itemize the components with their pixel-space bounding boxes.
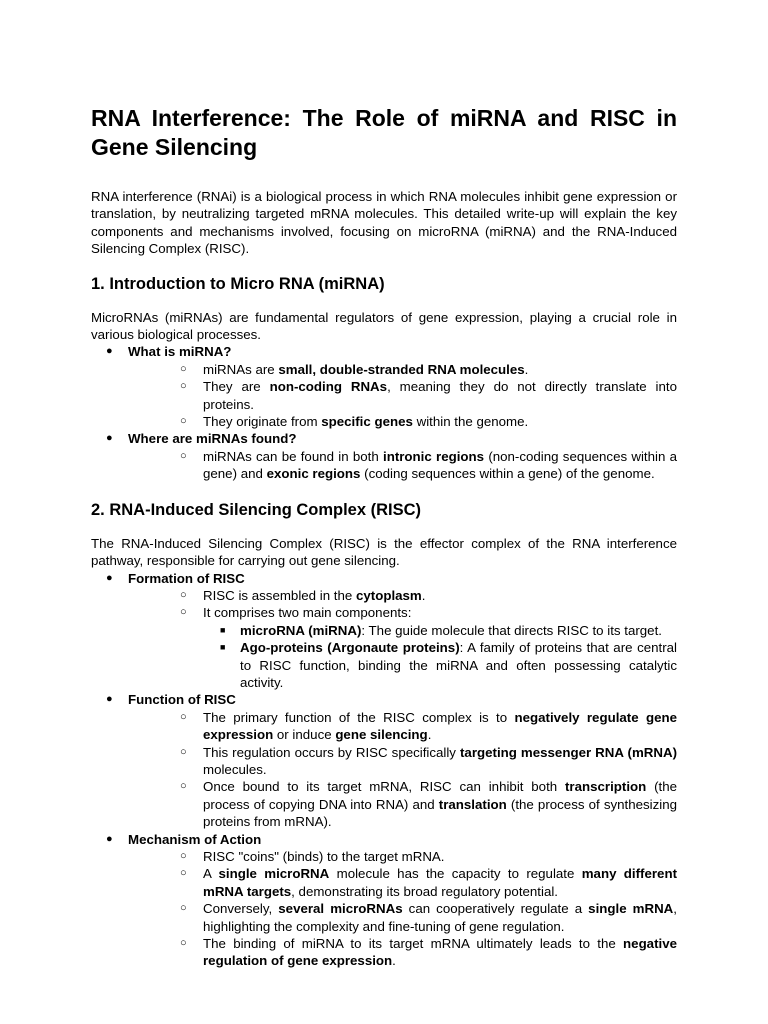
list-item-label: Function of RISC bbox=[128, 692, 236, 708]
bullet-icon: ● bbox=[106, 432, 113, 445]
bullet-icon: ■ bbox=[220, 624, 226, 635]
text-run: , highlighting the complexity and fine-tuning of gene regulation. bbox=[203, 901, 677, 934]
bullet-icon: ● bbox=[106, 571, 113, 584]
bullet-list bbox=[91, 570, 677, 970]
bullet-icon: ○ bbox=[180, 780, 187, 793]
text-run: (non-coding sequences within a gene) and bbox=[203, 448, 678, 482]
list-item bbox=[91, 570, 677, 692]
section-risc bbox=[91, 500, 677, 970]
list-item-label: Formation of RISC bbox=[128, 570, 245, 586]
text-run: , demonstrating its broad regulatory potential. bbox=[291, 883, 558, 899]
text-run: (the process of copying DNA into RNA) and bbox=[203, 779, 677, 812]
intro-paragraph: RNA interference (RNAi) is a biological process in which RNA molecules inhibit gene expression or translation, by neutralizing targeted mRNA molecules. This detailed write-up will explain the key components and mechanisms involved, focusing on microRNA (miRNA) and the RNA-Induced Silencing Complex (RISC). bbox=[91, 189, 677, 257]
section-heading: 1. Introduction to Micro RNA (miRNA) bbox=[91, 274, 385, 293]
text-run: . bbox=[392, 953, 396, 969]
bold-term: single mRNA bbox=[588, 901, 674, 917]
text-run: Conversely, bbox=[203, 901, 279, 917]
list-item bbox=[128, 413, 677, 430]
sub-list bbox=[128, 587, 677, 691]
bullet-icon: ○ bbox=[180, 937, 187, 950]
bold-term: Ago-proteins (Argonaute proteins) bbox=[240, 640, 460, 656]
bullet-icon: ○ bbox=[180, 710, 187, 723]
list-item bbox=[128, 865, 677, 900]
sub-list bbox=[128, 361, 677, 431]
text-run: , meaning they do not directly translate into proteins. bbox=[203, 379, 677, 412]
text-run: (coding sequences within a gene) of the genome. bbox=[360, 466, 655, 482]
bullet-icon: ● bbox=[106, 345, 113, 358]
text-run: . bbox=[421, 587, 426, 603]
text-run: The binding of miRNA to its target mRNA ultimately leads to the bbox=[203, 936, 624, 952]
text-run: or induce bbox=[273, 727, 336, 743]
bullet-icon: ○ bbox=[180, 588, 187, 601]
list-item bbox=[128, 848, 677, 865]
list-item bbox=[128, 709, 677, 744]
document-title: RNA Interference: The Role of miRNA and RISC in Gene Silencing bbox=[91, 105, 677, 160]
list-item bbox=[128, 622, 677, 639]
text-run: The primary function of the RISC complex is to bbox=[203, 709, 515, 725]
list-item bbox=[128, 361, 677, 378]
section-heading: 2. RNA-Induced Silencing Complex (RISC) bbox=[91, 500, 422, 519]
list-item bbox=[91, 691, 677, 830]
bold-term: gene silencing bbox=[335, 727, 428, 743]
sub-list bbox=[128, 709, 677, 831]
sub-list bbox=[128, 448, 677, 483]
list-item bbox=[128, 935, 677, 970]
list-item-label: Where are miRNAs found? bbox=[128, 431, 297, 447]
bullet-icon: ○ bbox=[180, 362, 187, 375]
text-run: (the process of synthesizing proteins from mRNA). bbox=[203, 796, 677, 830]
text-run: RISC is assembled in the bbox=[203, 587, 356, 603]
list-item-label: Mechanism of Action bbox=[128, 831, 262, 847]
bold-term: intronic regions bbox=[383, 448, 485, 464]
list-item bbox=[128, 778, 677, 830]
text-run: . bbox=[524, 361, 529, 377]
text-run: : The guide molecule that directs RISC to its target. bbox=[361, 622, 662, 638]
bold-term: many different mRNA targets bbox=[203, 866, 677, 899]
sub-list bbox=[128, 848, 677, 970]
list-item bbox=[128, 744, 677, 779]
list-item-label: What is miRNA? bbox=[128, 344, 232, 360]
bold-term: microRNA (miRNA) bbox=[240, 622, 362, 638]
list-item bbox=[128, 448, 677, 483]
text-run: A bbox=[203, 866, 219, 882]
bullet-icon: ○ bbox=[180, 867, 187, 880]
text-run: within the genome. bbox=[412, 414, 529, 430]
bullet-icon: ○ bbox=[180, 415, 187, 428]
text-run: This regulation occurs by RISC specifically bbox=[203, 744, 460, 760]
text-run: miRNAs can be found in both bbox=[203, 448, 384, 464]
bold-term: single microRNA bbox=[218, 866, 330, 882]
list-item bbox=[91, 343, 677, 430]
list-item bbox=[128, 900, 677, 935]
list-item bbox=[128, 587, 677, 604]
list-item bbox=[128, 378, 677, 413]
text-run: Once bound to its target mRNA, RISC can inhibit both bbox=[203, 779, 565, 795]
text-run: . bbox=[427, 727, 432, 743]
bullet-list bbox=[91, 343, 677, 482]
bullet-icon: ○ bbox=[180, 606, 187, 619]
bold-term: cytoplasm bbox=[355, 587, 422, 603]
bold-term: negatively regulate gene expression bbox=[203, 709, 677, 743]
text-run: : A family of proteins that are central to RISC function, binding the miRNA and often possessing catalytic activity. bbox=[240, 640, 677, 690]
text-run: molecules. bbox=[203, 761, 267, 777]
bold-term: several microRNAs bbox=[278, 901, 403, 917]
bullet-icon: ○ bbox=[180, 902, 187, 915]
bold-term: targeting messenger RNA (mRNA) bbox=[460, 744, 678, 760]
section-paragraph: MicroRNAs (miRNAs) are fundamental regulators of gene expression, playing a crucial role in various biological processes. bbox=[91, 309, 677, 343]
text-run: molecule has the capacity to regulate bbox=[329, 866, 582, 882]
bullet-icon: ○ bbox=[180, 380, 187, 393]
bold-term: negative regulation of gene expression bbox=[203, 936, 677, 969]
list-item bbox=[128, 639, 677, 691]
text-run: RISC "coins" (binds) to the target mRNA. bbox=[203, 849, 445, 864]
text-run: They are bbox=[203, 379, 270, 395]
bold-term: non-coding RNAs bbox=[269, 379, 388, 395]
bullet-icon: ○ bbox=[180, 745, 187, 758]
bullet-icon: ■ bbox=[220, 642, 226, 653]
text-run: It comprises two main components: bbox=[203, 605, 412, 621]
bold-term: exonic regions bbox=[266, 466, 361, 482]
bold-term: specific genes bbox=[321, 414, 413, 430]
list-item bbox=[91, 831, 677, 970]
bullet-icon: ● bbox=[106, 832, 113, 845]
section-mirna bbox=[91, 274, 677, 483]
bullet-icon: ● bbox=[106, 693, 113, 706]
text-run: can cooperatively regulate a bbox=[402, 901, 589, 917]
bold-term: translation bbox=[438, 796, 507, 812]
bold-term: transcription bbox=[564, 779, 647, 795]
text-run: miRNAs are bbox=[203, 361, 279, 377]
bold-term: small, double-stranded RNA molecules bbox=[278, 361, 525, 377]
sub-sub-list bbox=[128, 622, 677, 692]
bullet-icon: ○ bbox=[180, 449, 187, 462]
text-run: They originate from bbox=[203, 414, 322, 430]
list-item bbox=[128, 604, 677, 691]
bullet-icon: ○ bbox=[180, 850, 187, 862]
list-item bbox=[91, 430, 677, 482]
section-paragraph: The RNA-Induced Silencing Complex (RISC) is the effector complex of the RNA interference pathway, responsible for carrying out gene silencing. bbox=[91, 535, 677, 569]
